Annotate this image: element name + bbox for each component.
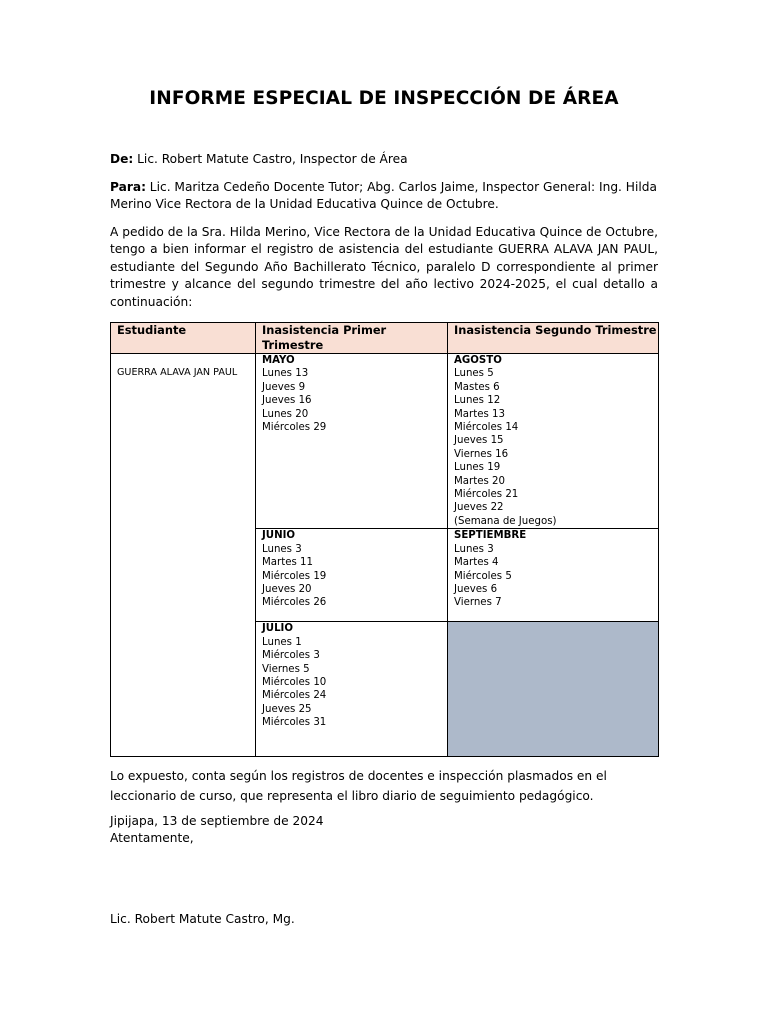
- absence-day: Lunes 13: [262, 368, 309, 380]
- header-first-term: Inasistencia Primer Trimestre: [256, 323, 448, 354]
- absence-day: Jueves 25: [262, 703, 312, 715]
- empty-shaded-cell: [448, 622, 659, 757]
- table-header-row: [111, 323, 659, 354]
- first-term-cell: [256, 622, 448, 757]
- absence-day: Martes 20: [454, 475, 505, 487]
- from-label: De:: [110, 152, 134, 166]
- absence-day: Jueves 6: [454, 583, 498, 595]
- intro-paragraph: A pedido de la Sra. Hilda Merino, Vice Rectora de la Unidad Educativa Quince de Octubre, tengo a bien informar el registro de asistencia del estudiante GUERRA ALAVA JAN PAUL, estudiante del Segundo Año Bachillerato Técnico, paralelo D correspondiente al primer trimestre y alcance del segundo trimestre del año lectivo 2024-2025, el cual detallo a continuación:: [110, 225, 658, 309]
- absence-day: Jueves 9: [262, 381, 306, 393]
- absence-day: Miércoles 10: [262, 676, 327, 688]
- date-line: Jipijapa, 13 de septiembre de 2024: [110, 814, 324, 828]
- absence-day: Miércoles 24: [262, 690, 327, 702]
- table-body: [111, 354, 659, 757]
- absence-day: Jueves 22: [454, 502, 504, 514]
- absence-day: Lunes 1: [262, 636, 302, 648]
- absence-day: Martes 13: [454, 408, 505, 420]
- month-label: AGOSTO: [454, 355, 502, 366]
- to-label: Para:: [110, 180, 146, 194]
- absence-day: Lunes 20: [262, 408, 309, 420]
- signature-line: Lic. Robert Matute Castro, Mg.: [110, 912, 295, 926]
- from-line: [110, 151, 658, 168]
- table-row: [111, 354, 659, 529]
- absence-day: Martes 11: [262, 557, 313, 569]
- absence-day: Miércoles 31: [262, 717, 327, 729]
- absence-day: Lunes 3: [262, 543, 302, 555]
- month-label: JUNIO: [262, 530, 296, 542]
- second-term-cell: [448, 354, 659, 529]
- absence-day: Mastes 6: [454, 381, 500, 393]
- absence-day: Martes 4: [454, 557, 499, 569]
- attendance-table: [110, 322, 659, 757]
- student-name: GUERRA ALAVA JAN PAUL: [117, 367, 238, 378]
- header-second-term: Inasistencia Segundo Trimestre: [448, 323, 659, 354]
- absence-day: Miércoles 29: [262, 422, 327, 434]
- absence-day: Miércoles 14: [454, 422, 519, 434]
- student-cell: [111, 354, 256, 757]
- first-term-cell: [256, 354, 448, 529]
- first-term-cell: [256, 529, 448, 622]
- absence-day: Lunes 12: [454, 395, 501, 407]
- absence-day: Jueves 16: [262, 395, 312, 407]
- report-title: INFORME ESPECIAL DE INSPECCIÓN DE ÁREA: [149, 88, 619, 109]
- regards-line: Atentamente,: [110, 831, 194, 845]
- absence-day: Miércoles 5: [454, 570, 512, 582]
- absence-day: Viernes 5: [262, 663, 310, 675]
- closing-paragraph: Lo expuesto, conta según los registros de docentes e inspección plasmados en el leccionario de curso, que representa el libro diario de seguimiento pedagógico.: [110, 769, 607, 803]
- second-term-cell: [448, 529, 659, 622]
- absence-day: Jueves 20: [262, 583, 312, 595]
- absence-day: Lunes 3: [454, 543, 494, 555]
- month-label: MAYO: [262, 355, 295, 366]
- absence-day: Miércoles 3: [262, 650, 320, 662]
- month-label: SEPTIEMBRE: [454, 530, 527, 542]
- absence-day: Lunes 5: [454, 368, 494, 380]
- to-line: [110, 179, 658, 214]
- absence-day: Jueves 15: [454, 435, 504, 447]
- absence-day: Miércoles 21: [454, 489, 519, 501]
- absence-day: (Semana de Juegos): [454, 515, 557, 527]
- absence-day: Lunes 19: [454, 462, 501, 474]
- header-student: Estudiante: [111, 323, 256, 354]
- month-label: JULIO: [262, 623, 294, 635]
- from-text: Lic. Robert Matute Castro, Inspector de Área: [133, 152, 408, 166]
- absence-day: Viernes 16: [454, 448, 509, 460]
- absence-day: Viernes 7: [454, 597, 502, 609]
- to-text: Lic. Maritza Cedeño Docente Tutor; Abg. Carlos Jaime, Inspector General: Ing. Hilda Merino Vice Rectora de la Unidad Educativa Quince de Octubre.: [110, 180, 657, 212]
- absence-day: Miércoles 26: [262, 597, 327, 609]
- absence-day: Miércoles 19: [262, 570, 327, 582]
